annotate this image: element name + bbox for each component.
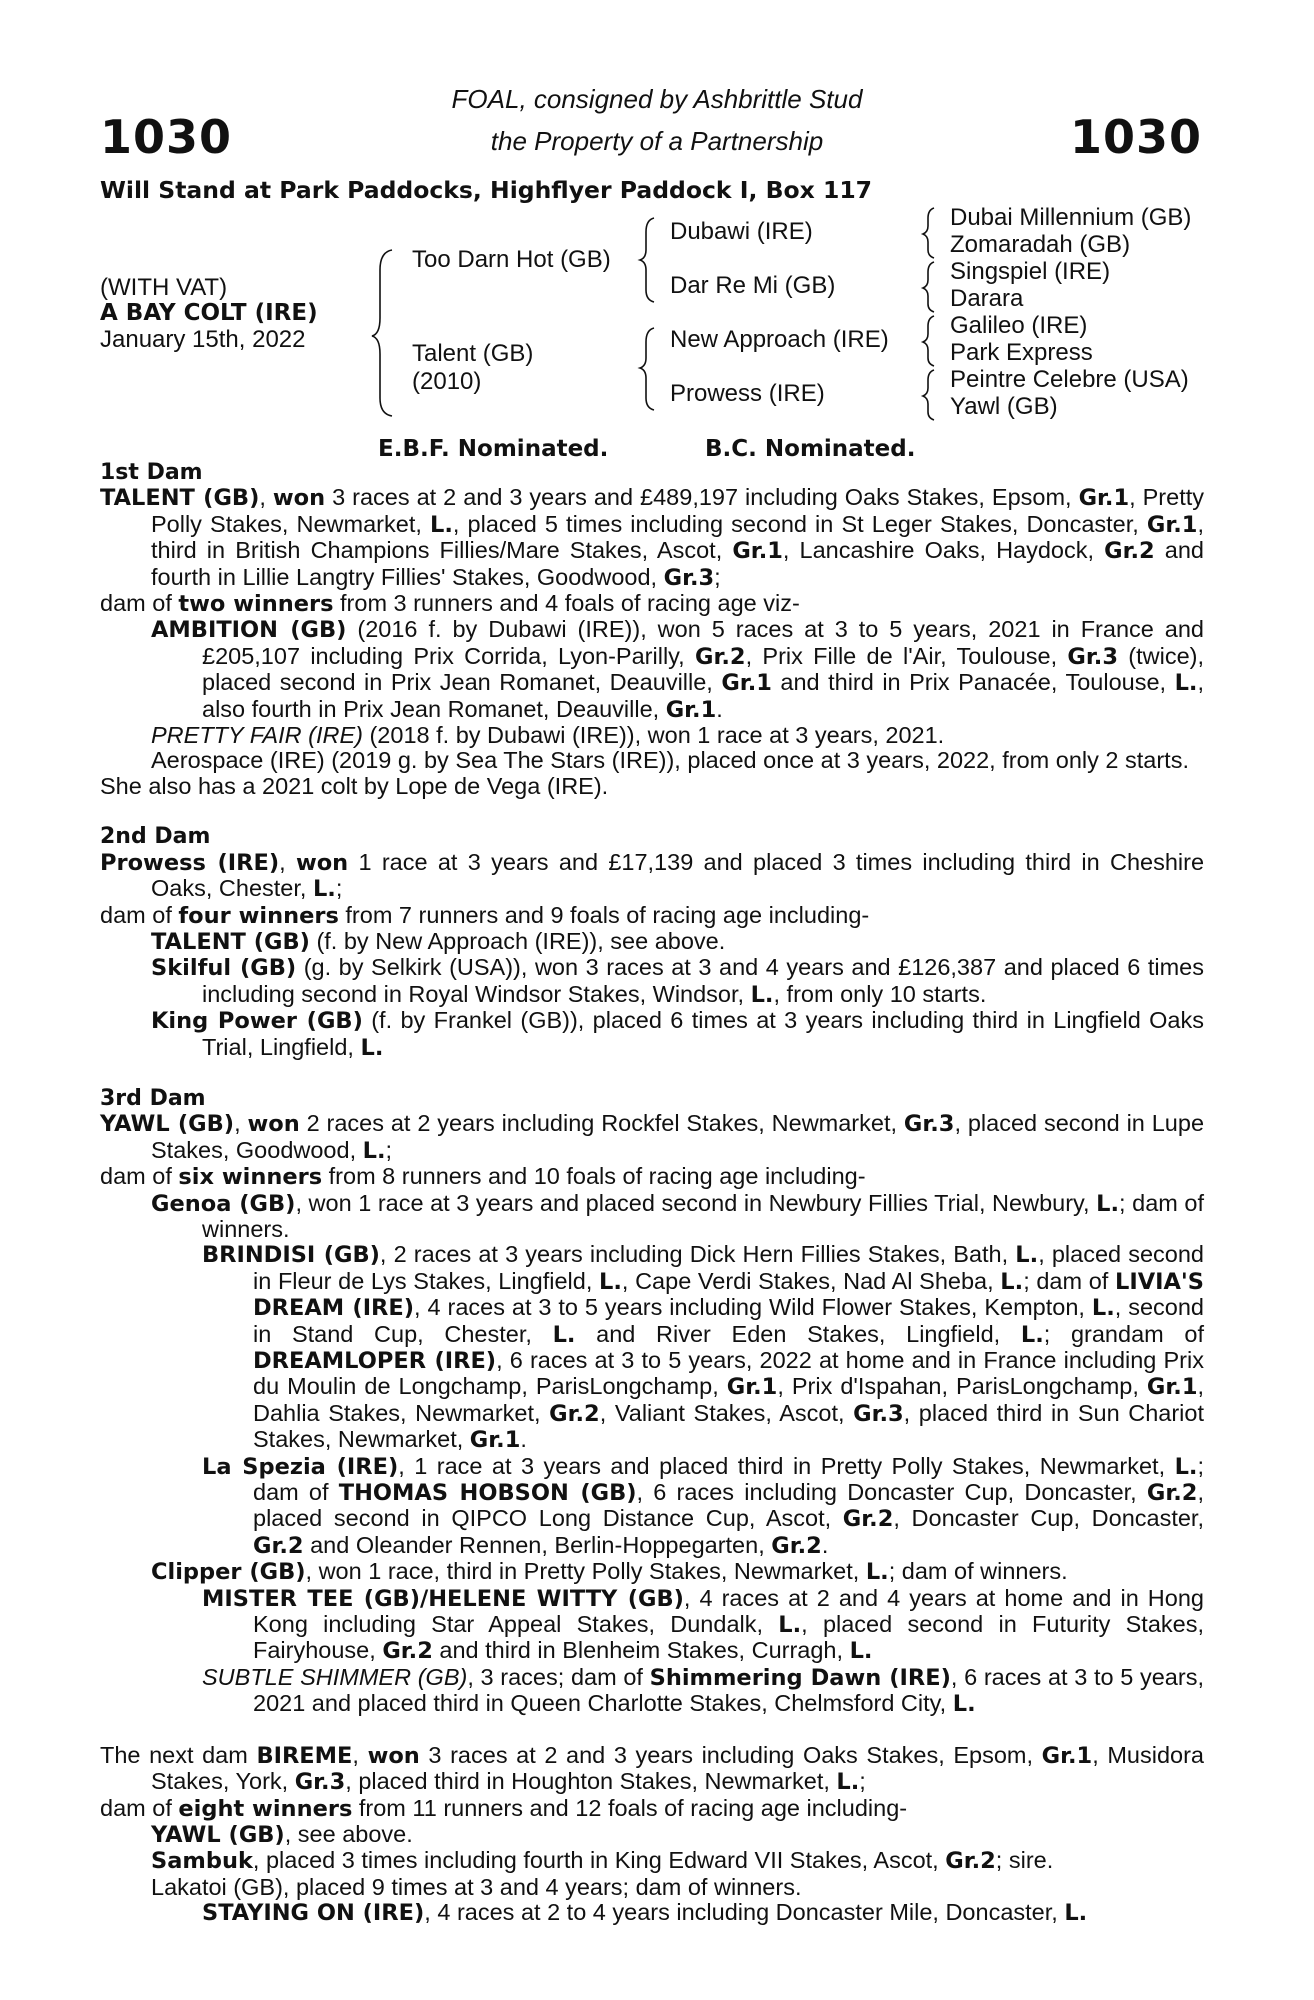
ebf-nomination: E.B.F. Nominated.: [378, 436, 609, 462]
second-dam-heading: 2nd Dam: [100, 824, 211, 850]
horse-name: AMBITION (GB): [151, 617, 347, 644]
bc-nomination: B.C. Nominated.: [705, 436, 916, 462]
produce-entry: Lakatoi (GB), placed 9 times at 3 and 4 years; dam of winners.: [151, 1873, 802, 1900]
horse-name: BRINDISI (GB): [202, 1242, 380, 1269]
produce-entry: STAYING ON (IRE), 4 races at 2 to 4 years including Doncaster Mile, Doncaster, L.: [202, 1899, 1088, 1927]
produce-entry: AMBITION (GB) (2016 f. by Dubawi (IRE)), won 5 races at 3 to 5 years, 2021 in France and £205,107 including Prix Corrida, Lyon-Parilly, Gr.2, Prix Fille de l'Air, Toulouse, Gr.3 (twice), placed second in Prix Jean Romanet, Deauville, Gr.1 and third in Prix Panacée, Toulouse, L., also fourth in Prix Jean Romanet, Deauville, Gr.1.: [151, 616, 1205, 723]
first-dam-heading: 1st Dam: [100, 460, 203, 485]
horse-name: TALENT (GB): [100, 485, 260, 512]
horse-name: Genoa (GB): [151, 1190, 296, 1217]
produce-entry: PRETTY FAIR (IRE) (2018 f. by Dubawi (IRE)), won 1 race at 3 years, 2021.: [151, 722, 945, 749]
horse-name: YAWL (GB): [100, 1111, 235, 1138]
dam-sire: New Approach (IRE): [670, 326, 889, 353]
horse-name: MISTER TEE (GB)/HELENE WITTY (GB): [202, 1585, 684, 1612]
produce-entry: SUBTLE SHIMMER (GB), 3 races; dam of Shimmering Dawn (IRE), 6 races at 3 to 5 years, 2021 and placed third in Queen Charlotte Stakes, Chelmsford City, L.: [202, 1663, 1204, 1718]
produce-entry: King Power (GB) (f. by Frankel (GB)), placed 6 times at 3 years including third in Lingfield Oaks Trial, Lingfield, L.: [151, 1007, 1204, 1061]
gen3-4: Darara: [950, 285, 1024, 312]
third-dam-produce-summary: dam of six winners from 8 runners and 10 foals of racing age including-: [100, 1163, 866, 1191]
produce-entry: YAWL (GB), see above.: [151, 1820, 413, 1848]
produce-note: She also has a 2021 colt by Lope de Vega (IRE).: [100, 772, 609, 799]
horse-name: BIREME: [256, 1742, 353, 1769]
dam-dam: Prowess (IRE): [670, 380, 825, 407]
brace-dam: [640, 328, 654, 410]
horse-name: La Spezia (IRE): [202, 1453, 399, 1480]
next-dam-produce-summary: dam of eight winners from 11 runners and 12 foals of racing age including-: [100, 1794, 908, 1822]
sire: Too Darn Hot (GB): [412, 246, 611, 273]
gen3-3: Singspiel (IRE): [950, 258, 1111, 285]
produce-entry: Clipper (GB), won 1 race, third in Pretty Polly Stakes, Newmarket, L.; dam of winners.: [151, 1558, 1068, 1586]
produce-entry: Skilful (GB) (g. by Selkirk (USA)), won 3 races at 3 and 4 years and £126,387 and placed 6 times including second in Royal Windsor Stakes, Windsor, L., from only 10 starts.: [151, 954, 1204, 1008]
horse-name: King Power (GB): [151, 1008, 363, 1035]
brace-g2: [923, 262, 934, 312]
lot-description: A BAY COLT (IRE): [100, 300, 318, 326]
brace-sire: [640, 218, 654, 302]
lot-number-right: 1030: [1069, 110, 1202, 164]
second-dam-entry: Prowess (IRE), won 1 race at 3 years and £17,139 and placed 3 times including third in Cheshire Oaks, Chester, L.;: [100, 848, 1205, 903]
horse-name: PRETTY FAIR (IRE): [151, 722, 363, 749]
gen3-1: Dubai Millennium (GB): [950, 204, 1192, 231]
horse-name: Clipper (GB): [151, 1559, 306, 1586]
dam: Talent (GB): [412, 340, 534, 367]
brace-g4: [923, 370, 934, 420]
third-dam-entry: YAWL (GB), won 2 races at 2 years including Rockfel Stakes, Newmarket, Gr.3, placed second in Lupe Stakes, Goodwood, L.;: [100, 1110, 1205, 1164]
sire-dam: Dar Re Mi (GB): [670, 272, 836, 299]
horse-name: TALENT (GB): [151, 928, 310, 955]
dam-year: (2010): [412, 368, 482, 395]
stabling-line: Will Stand at Park Paddocks, Highflyer Paddock I, Box 117: [100, 176, 873, 204]
brace-gen1: [372, 250, 392, 416]
first-dam-entry: TALENT (GB), won 3 races at 2 and 3 years and £489,197 including Oaks Stakes, Epsom, Gr.1, Pretty Polly Stakes, Newmarket, L., placed 5 times including second in St Leger Stakes, Doncaster, Gr.1, third in British Champions Fillies/Mare Stakes, Ascot, Gr.1, Lancashire Oaks, Haydock, Gr.2 and fourth in Lillie Langtry Fillies' Stakes, Goodwood, Gr.3;: [100, 484, 1205, 591]
gen3-5: Galileo (IRE): [950, 312, 1088, 339]
second-dam-produce-summary: dam of four winners from 7 runners and 9 foals of racing age including-: [100, 901, 870, 929]
horse-name: SUBTLE SHIMMER (GB): [202, 1663, 468, 1690]
sire-sire: Dubawi (IRE): [670, 218, 813, 245]
gen3-6: Park Express: [950, 339, 1093, 366]
produce-entry: BRINDISI (GB), 2 races at 3 years including Dick Hern Fillies Stakes, Bath, L., placed second in Fleur de Lys Stakes, Lingfield, L., Cape Verdi Stakes, Nad Al Sheba, L.; dam of LIVIA'S DREAM (IRE), 4 races at 3 to 5 years including Wild Flower Stakes, Kempton, L., second in Stand Cup, Chester, L. and River Eden Stakes, Lingfield, L.; grandam of DREAMLOPER (IRE), 6 races at 3 to 5 years, 2022 at home and in France including Prix du Moulin de Longchamp, ParisLongchamp, Gr.1, Prix d'Ispahan, ParisLongchamp, Gr.1, Dahlia Stakes, Newmarket, Gr.2, Valiant Stakes, Ascot, Gr.3, placed third in Sun Chariot Stakes, Newmarket, Gr.1.: [202, 1241, 1205, 1454]
produce-entry: Sambuk, placed 3 times including fourth in King Edward VII Stakes, Ascot, Gr.2; sire.: [151, 1847, 1054, 1875]
horse-name: YAWL (GB): [151, 1821, 285, 1848]
foaling-date: January 15th, 2022: [100, 326, 306, 353]
gen3-2: Zomaradah (GB): [950, 231, 1131, 258]
horse-name: STAYING ON (IRE): [202, 1900, 425, 1927]
property-line: the Property of a Partnership: [490, 126, 824, 156]
produce-entry: Genoa (GB), won 1 race at 3 years and placed second in Newbury Fillies Trial, Newbury, L.; dam of winners.: [151, 1189, 1204, 1242]
produce-entry: La Spezia (IRE), 1 race at 3 years and placed third in Pretty Polly Stakes, Newmarket, L.; dam of THOMAS HOBSON (GB), 6 races including Doncaster Cup, Doncaster, Gr.2, placed second in QIPCO Long Distance Cup, Ascot, Gr.2, Doncaster Cup, Doncaster, Gr.2 and Oleander Rennen, Berlin-Hoppegarten, Gr.2.: [202, 1452, 1204, 1559]
brace-g1: [923, 208, 934, 258]
first-dam-produce-summary: dam of two winners from 3 runners and 4 foals of racing age viz-: [100, 590, 800, 618]
vat-note: (WITH VAT): [100, 274, 228, 301]
produce-entry: MISTER TEE (GB)/HELENE WITTY (GB), 4 races at 2 and 4 years at home and in Hong Kong including Star Appeal Stakes, Dundalk, L., placed second in Futurity Stakes, Fairyhouse, Gr.2 and third in Blenheim Stakes, Curragh, L.: [202, 1584, 1204, 1665]
produce-record: [100, 460, 1204, 1927]
consignor-line: FOAL, consigned by Ashbrittle Stud: [451, 84, 863, 114]
gen3-7: Peintre Celebre (USA): [950, 366, 1189, 393]
third-dam-heading: 3rd Dam: [100, 1085, 206, 1111]
brace-g3: [923, 316, 934, 366]
next-dam-entry: The next dam BIREME, won 3 races at 2 and 3 years including Oaks Stakes, Epsom, Gr.1, Musidora Stakes, York, Gr.3, placed third in Houghton Stakes, Newmarket, L.;: [100, 1741, 1205, 1796]
horse-name: Prowess (IRE): [100, 849, 280, 876]
produce-entry: Aerospace (IRE) (2019 g. by Sea The Stars (IRE)), placed once at 3 years, 2022, from only 2 starts.: [151, 747, 1189, 774]
horse-name: Skilful (GB): [151, 955, 297, 982]
produce-entry: TALENT (GB) (f. by New Approach (IRE)), see above.: [151, 927, 726, 955]
lot-number-left: 1030: [100, 110, 233, 164]
gen3-8: Yawl (GB): [950, 393, 1058, 420]
horse-name: Sambuk: [151, 1848, 253, 1875]
